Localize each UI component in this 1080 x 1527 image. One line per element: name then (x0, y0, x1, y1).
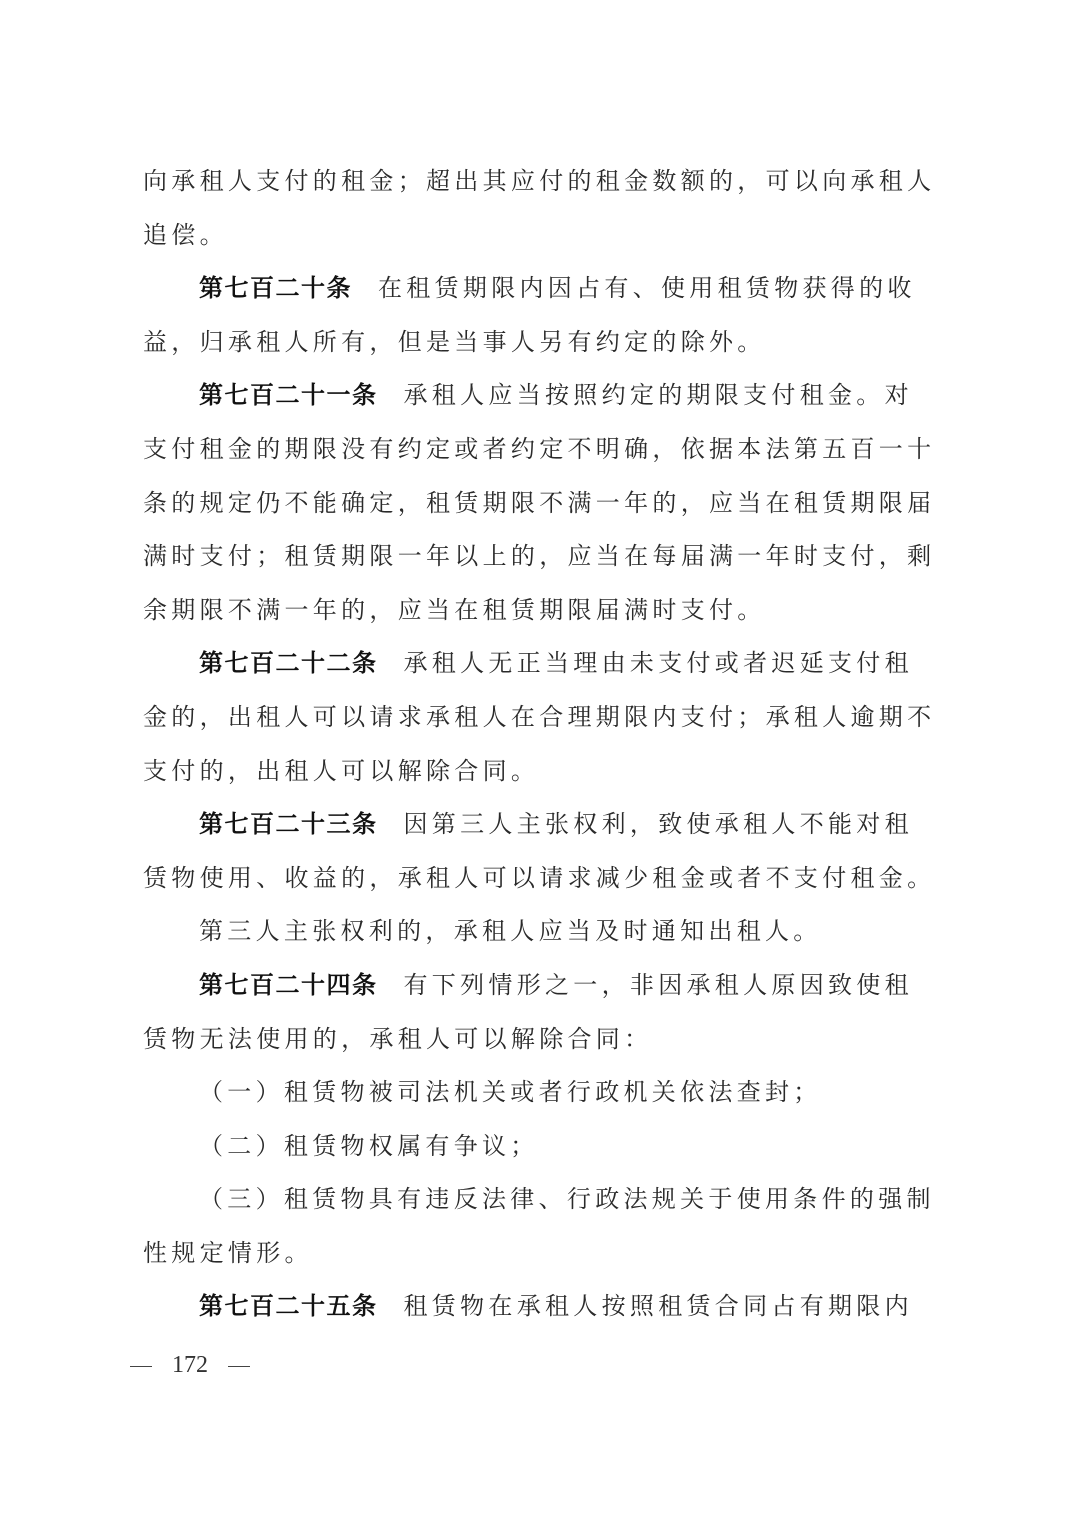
text-line (143, 423, 943, 477)
document-body (143, 155, 943, 1334)
page-number: 172 (172, 1352, 208, 1378)
article-720-heading-line (143, 262, 943, 316)
text-line (143, 745, 943, 799)
article-725-heading-line (143, 1280, 943, 1334)
line-text: （二）租赁物权属有争议； (199, 1131, 539, 1160)
line-text: 条的规定仍不能确定，租赁期限不满一年的，应当在租赁期限届 (143, 488, 936, 517)
line-text: （一）租赁物被司法机关或者行政机关依法查封； (199, 1078, 822, 1107)
text-line (143, 530, 943, 584)
dash-right (228, 1366, 250, 1367)
line-text: 在租赁期限内因占有、使用租赁物获得的收 (378, 274, 916, 303)
line-text: 益，归承租人所有，但是当事人另有约定的除外。 (143, 327, 766, 356)
line-text: 赁物使用、收益的，承租人可以请求减少租金或者不支付租金。 (143, 863, 936, 892)
dash-left (130, 1366, 152, 1367)
text-line (143, 1013, 943, 1067)
article-722-heading-line (143, 637, 943, 691)
article-title: 第七百二十五条 (199, 1292, 378, 1321)
article-723-heading-line (143, 798, 943, 852)
text-line (143, 852, 943, 906)
article-724-heading-line (143, 959, 943, 1013)
article-title: 第七百二十条 (199, 274, 352, 303)
text-line (143, 316, 943, 370)
line-text: 金的，出租人可以请求承租人在合理期限内支付；承租人逾期不 (143, 702, 936, 731)
line-text: （三）租赁物具有违反法律、行政法规关于使用条件的强制 (199, 1185, 935, 1214)
text-line (143, 1227, 943, 1281)
paragraph-line (143, 905, 943, 959)
line-text: 满时支付；租赁期限一年以上的，应当在每届满一年时支付，剩 (143, 542, 936, 571)
text-line (143, 584, 943, 638)
text-line (143, 209, 943, 263)
line-text: 性规定情形。 (143, 1238, 313, 1267)
text-line (143, 477, 943, 531)
article-title: 第七百二十一条 (199, 381, 378, 410)
line-text: 余期限不满一年的，应当在租赁期限届满时支付。 (143, 595, 766, 624)
line-text: 租赁物在承租人按照租赁合同占有期限内 (403, 1292, 913, 1321)
article-721-heading-line (143, 369, 943, 423)
list-item-2 (143, 1120, 943, 1174)
page-footer (130, 1352, 250, 1379)
line-text: 承租人应当按照约定的期限支付租金。对 (403, 381, 913, 410)
line-text: 有下列情形之一，非因承租人原因致使租 (403, 970, 913, 999)
article-title: 第七百二十二条 (199, 649, 378, 678)
article-title: 第七百二十三条 (199, 810, 378, 839)
line-text: 向承租人支付的租金；超出其应付的租金数额的，可以向承租人 (143, 167, 936, 195)
text-line (143, 155, 943, 209)
text-line (143, 691, 943, 745)
line-text: 承租人无正当理由未支付或者迟延支付租 (403, 649, 913, 678)
line-text: 支付租金的期限没有约定或者约定不明确，依据本法第五百一十 (143, 434, 936, 463)
list-item-3 (143, 1173, 943, 1227)
line-text: 因第三人主张权利，致使承租人不能对租 (403, 810, 913, 839)
line-text: 赁物无法使用的，承租人可以解除合同： (143, 1024, 653, 1053)
line-text: 第三人主张权利的，承租人应当及时通知出租人。 (199, 917, 822, 946)
list-item-1 (143, 1066, 943, 1120)
line-text: 追偿。 (143, 220, 228, 249)
line-text: 支付的，出租人可以解除合同。 (143, 756, 540, 785)
article-title: 第七百二十四条 (199, 970, 378, 999)
